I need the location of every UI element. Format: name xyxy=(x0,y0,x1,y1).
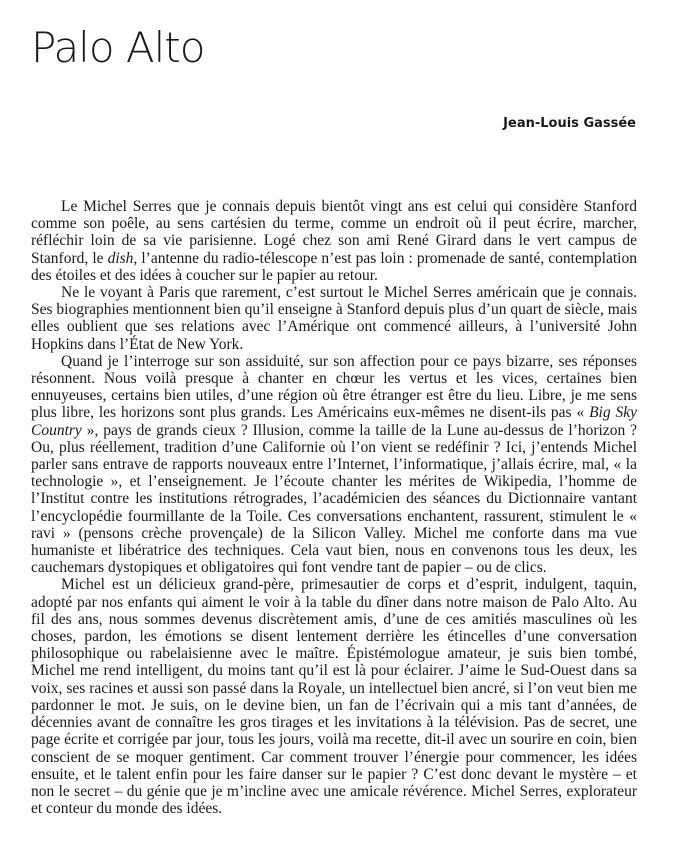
page-title: Palo Alto xyxy=(31,23,205,72)
paragraph-4-text: Michel est un délicieux grand-père, primesautier de corps et d’esprit, indulgent, taquin, adopté par nos enfants qui aiment le voir à la table du dîner dans notre maison de Palo Alto. Au fil des ans, nous sommes devenus discrètement amis, d’une de ces amitiés masculines où les choses, pardon, les émotions se disent lentement derrière les étincelles d’une conversation philosophique ou rabelaisienne avec le maître. Épistémologue amateur, je suis bien tombé, Michel me rend intelligent, du moins tant qu’il est là pour éclairer. J’aime le Sud-Ouest dans sa voix, ses racines et aussi son passé dans la Royale, un intellectuel bien ancré, si l’on veut bien me pardonner le mot. Je suis, on le devine bien, un fan de l’écrivain qui a mis tant d’années, de décennies avant de connaître les gros tirages et les invitations à la télévision. Pas de secret, une page écrite et corrigée par jour, tous les jours, voilà ma recette, dit-il avec un sourire en coin, bien conscient de se moquer gentiment. Car comment trouver l’énergie pour commencer, les idées ensuite, et le talent enfin pour les faire danser sur le papier ? C’est donc devant le mystère – et non le secret – du génie que je m’incline avec une amicale révérence. Michel Serres, explorateur et conteur du monde des idées. xyxy=(31,576,637,818)
paragraph-1-italic-dish: dish xyxy=(107,249,134,267)
author-name: Jean-Louis Gassée xyxy=(503,116,636,131)
paragraph-1-text-a: Le Michel Serres que je connais depuis bientôt vingt ans est celui qui considère Stanford comme son poêle, au sens cartésien du terme, comme un endroit où il peut écrire, marcher, réfléchir loin de sa vie parisienne. Logé chez son ami René Girard dans le vert campus de Stanford, le xyxy=(31,198,637,267)
article-body xyxy=(31,198,637,817)
paragraph-3 xyxy=(31,353,637,577)
paragraph-3-italic-big-sky: Big Sky Country xyxy=(31,404,637,439)
paragraph-1-text-b: , l’antenne du radio-télescope n’est pas loin : promenade de santé, contemplation des étoiles et des idées à coucher sur le papier au retour. xyxy=(31,249,637,284)
paragraph-3-text-b: », pays de grands cieux ? Illusion, comme la taille de la Lune au-dessus de l’horizon ? Ou, plus réellement, tradition d’une Californie où l’on vient se redéfinir ? Ici, j’entends Michel parler sans entrave de rapports nouveaux entre l’Internet, l’informatique, j’allais écrire, mal, « la technologie », et l’enseignement. Je l’écoute chanter les mérites de Wikipedia, l’homme de l’Institut contre les institutions rétrogrades, l’académicien des séances du Dictionnaire vantant l’encyclopédie fourmillante de la Toile. Ces conversations enchantent, rassurent, stimulent le « ravi » (pensons crèche provençale) de la Silicon Valley. Michel me conforte dans ma vue humaniste et libératrice des techniques. Cela vaut bien, nous en convenons tous les deux, les cauchemars dystopiques et obligatoires qui font vendre tant de papier – ou de clics. xyxy=(31,421,637,577)
paragraph-2 xyxy=(31,284,637,353)
paragraph-1 xyxy=(31,198,637,284)
paragraph-3-text-a: Quand je l’interroge sur son assiduité, sur son affection pour ce pays bizarre, ses réponses résonnent. Nous voilà presque à chanter en chœur les vertus et les vices, certaines bien ennuyeuses, certains bien utiles, d’une région où être étranger est être du lieu. Libre, je me sens plus libre, les horizons sont plus grands. Les Américains eux-mêmes ne disent-ils pas « xyxy=(31,352,637,422)
paragraph-2-text: Ne le voyant à Paris que rarement, c’est surtout le Michel Serres américain que je connais. Ses biographies mentionnent bien qu’il enseigne à Stanford depuis plus d’un quart de siècle, mais elles oublient que ses relations avec l’Amérique ont commencé ailleurs, à l’université John Hopkins dans l’État de New York. xyxy=(31,284,637,353)
paragraph-4 xyxy=(31,576,637,817)
